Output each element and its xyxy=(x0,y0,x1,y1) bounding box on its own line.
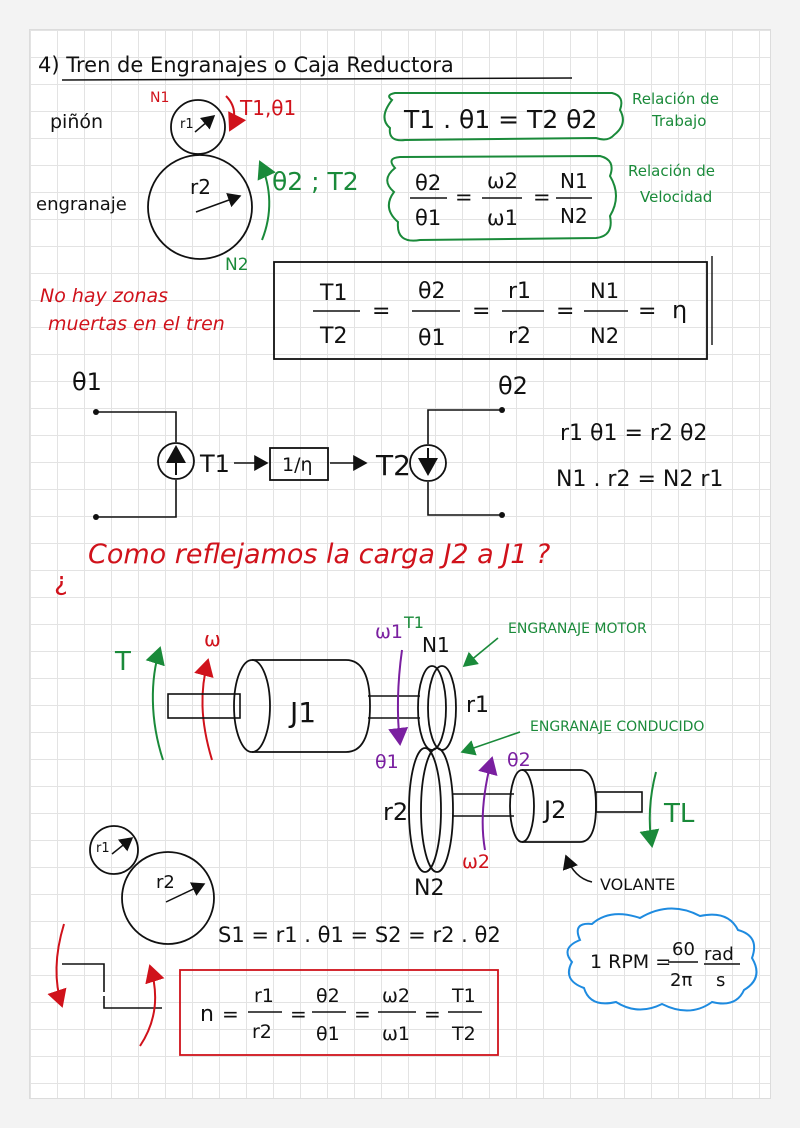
box-t-den: T2 xyxy=(320,324,348,349)
box-n-den: N2 xyxy=(590,324,620,348)
rpm-lhs: 1 RPM = xyxy=(590,951,672,973)
final-w-num: ω2 xyxy=(382,985,410,1007)
speed-n-den: N2 xyxy=(560,204,588,228)
label-theta2-t2: θ2 ; T2 xyxy=(272,167,359,196)
mech-w1: ω1 xyxy=(375,621,403,643)
circuit-right-wire xyxy=(428,410,502,444)
label-n1-top: N1 xyxy=(150,90,170,106)
label-relacion-velocidad-2: Velocidad xyxy=(640,188,713,206)
mech-w2: ω2 xyxy=(462,851,490,873)
circuit-left-wire xyxy=(96,412,176,442)
mech-w: ω xyxy=(204,627,221,651)
speed-n-num: N1 xyxy=(560,169,588,193)
box-eta: η xyxy=(672,296,688,324)
speed-eq-2: = xyxy=(533,185,551,209)
speed-theta-den: θ1 xyxy=(415,206,442,230)
final-r-num: r1 xyxy=(254,985,274,1007)
mech-r1: r1 xyxy=(466,693,490,718)
title-underline xyxy=(62,78,572,80)
label-engranaje-motor: ENGRANAJE MOTOR xyxy=(508,621,647,637)
circuit-theta1: θ1 xyxy=(72,368,102,396)
svg-text:=: = xyxy=(222,1002,239,1026)
ratio-block-label: 1/η xyxy=(282,454,313,476)
label-n2-gear: N2 xyxy=(225,255,249,275)
pinion-radius xyxy=(195,116,214,132)
question-text: Como reflejamos la carga J2 a J1 ? xyxy=(88,539,551,570)
final-t-den: T2 xyxy=(452,1023,476,1045)
speed-theta-num: θ2 xyxy=(415,171,442,195)
box-fraction-theta xyxy=(412,279,460,351)
mech-w1-arrow xyxy=(398,650,402,744)
box-fraction-t xyxy=(313,281,360,349)
label-relacion-trabajo-1: Relación de xyxy=(632,90,719,108)
label-volante: VOLANTE xyxy=(600,875,676,894)
note-zonas-1: No hay zonas xyxy=(40,285,169,307)
mech-t: T xyxy=(115,647,131,677)
label-relacion-trabajo-2: Trabajo xyxy=(652,112,707,130)
arc-relation-2: N1 . r2 = N2 r1 xyxy=(556,467,724,492)
circuit-t2: T2 xyxy=(376,449,411,482)
speed-eq-1: = xyxy=(455,185,473,209)
mech-w-arrow xyxy=(202,660,212,760)
small-gear xyxy=(122,852,214,944)
box-r-den: r2 xyxy=(508,324,532,349)
input-shaft xyxy=(168,694,240,718)
mech-w2-arrow xyxy=(483,758,492,850)
driven-gear xyxy=(148,155,252,259)
left-red-arrow-2 xyxy=(140,966,155,1046)
mech-theta1: θ1 xyxy=(375,751,399,773)
speed-fraction-omega xyxy=(482,169,522,230)
label-relacion-velocidad-1: Relación de xyxy=(628,162,715,180)
final-n: n xyxy=(200,1002,214,1027)
circuit-theta2: θ2 xyxy=(498,372,528,400)
left-red-arrow-1 xyxy=(56,924,64,1006)
rpm-unit-den: s xyxy=(716,970,726,991)
bracket-1 xyxy=(62,964,104,992)
page-title: 4) Tren de Engranajes o Caja Reductora xyxy=(38,53,454,77)
box-th-num: θ2 xyxy=(418,279,446,304)
mech-tl: TL xyxy=(664,799,695,829)
arc-relation-1: r1 θ1 = r2 θ2 xyxy=(560,421,708,446)
box-eq-2: = xyxy=(472,299,491,324)
rpm-den: 2π xyxy=(670,970,693,991)
small-r1: r1 xyxy=(96,841,110,856)
box-eq-4: = xyxy=(638,299,657,324)
mech-t-arrow xyxy=(153,648,163,760)
load-shaft xyxy=(596,792,642,812)
mech-tl-arrow xyxy=(650,772,656,846)
rotation-arrow-red xyxy=(226,96,234,130)
speed-fraction-theta xyxy=(410,171,447,230)
box-t-num: T1 xyxy=(320,281,348,306)
mech-j1: J1 xyxy=(290,696,317,729)
box-eq-1: = xyxy=(372,299,391,324)
svg-text:=: = xyxy=(290,1002,307,1026)
final-w-den: ω1 xyxy=(382,1023,410,1045)
label-r2-gear: r2 xyxy=(190,175,211,199)
label-pinon: piñón xyxy=(50,111,104,133)
final-th-num: θ2 xyxy=(316,985,340,1007)
final-th-den: θ1 xyxy=(316,1023,340,1045)
label-engranaje: engranaje xyxy=(36,194,127,215)
box-eq-3: = xyxy=(556,299,575,324)
rpm-num: 60 xyxy=(672,939,695,960)
question-open-mark: ¿ xyxy=(54,567,68,597)
rotation-arrow-green xyxy=(260,162,269,240)
small-r2: r2 xyxy=(156,872,175,893)
speed-fraction-n xyxy=(556,169,592,228)
final-t-num: T1 xyxy=(452,985,476,1007)
mech-r2: r2 xyxy=(383,798,409,826)
rpm-unit-num: rad xyxy=(704,944,734,965)
svg-text:=: = xyxy=(424,1002,441,1026)
box-fraction-r xyxy=(502,279,544,349)
mech-n1: N1 xyxy=(422,633,450,657)
mech-theta2: θ2 xyxy=(507,749,531,771)
note-zonas-2: muertas en el tren xyxy=(48,313,225,335)
bracket-2 xyxy=(104,996,162,1008)
speed-omega-num: ω2 xyxy=(487,169,518,193)
label-t1-theta1: T1,θ1 xyxy=(240,96,297,120)
arc-length-relation: S1 = r1 . θ1 = S2 = r2 . θ2 xyxy=(218,923,501,947)
box-r-num: r1 xyxy=(508,279,532,304)
box-fraction-n xyxy=(584,279,628,348)
work-equation: T1 . θ1 = T2 θ2 xyxy=(404,105,598,134)
handwritten-notes xyxy=(30,30,770,1098)
circuit-t1: T1 xyxy=(200,450,230,478)
final-r-den: r2 xyxy=(252,1021,272,1043)
svg-text:=: = xyxy=(354,1002,371,1026)
box-th-den: θ1 xyxy=(418,326,446,351)
mech-t1: T1 xyxy=(404,613,424,632)
notebook-page xyxy=(30,30,770,1098)
label-r1-pinion: r1 xyxy=(180,117,194,132)
speed-omega-den: ω1 xyxy=(487,206,518,230)
mech-j2: J2 xyxy=(544,796,567,824)
label-engranaje-conducido: ENGRANAJE CONDUCIDO xyxy=(530,719,705,735)
box-n-num: N1 xyxy=(590,279,620,303)
mech-n2: N2 xyxy=(414,876,445,901)
